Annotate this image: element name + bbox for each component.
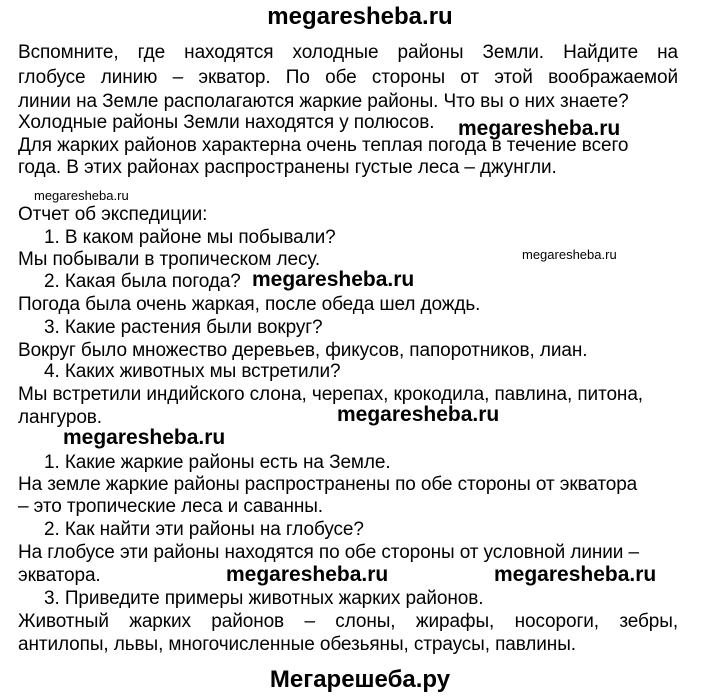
report-question-1: 1. В каком районе мы побывали? bbox=[44, 227, 336, 248]
intro-line-4: Холодные районы Земли находятся у полюсов. bbox=[18, 112, 435, 133]
report-question-2: 2. Какая была погода? bbox=[44, 271, 241, 292]
intro-line-1: Вспомните, где находятся холодные районы Земли. Найдите на bbox=[18, 42, 678, 63]
answer-3-line-1: Животный жарких районов – слоны, жирафы, носороги, зебры, bbox=[18, 611, 678, 632]
report-answer-2: Погода была очень жаркая, после обеда шел дождь. bbox=[18, 294, 481, 315]
site-header-link[interactable]: megaresheba.ru bbox=[267, 3, 453, 30]
report-title: Отчет об экспедиции: bbox=[18, 204, 208, 225]
watermark-small: megaresheba.ru bbox=[34, 188, 129, 203]
answer-2-line-2: экватора. bbox=[18, 565, 101, 586]
answer-2-line-1: На глобусе эти районы находятся по обе стороны от условной линии – bbox=[18, 542, 639, 563]
site-footer-link[interactable]: Мегарешеба.ру bbox=[269, 666, 451, 693]
answer-1-line-2: – это тропические леса и саванны. bbox=[18, 496, 323, 517]
report-question-3: 3. Какие растения были вокруг? bbox=[44, 317, 323, 338]
intro-line-2: глобусе линию – экватор. По обе стороны от этой воображаемой bbox=[18, 67, 678, 88]
question-3: 3. Приведите примеры животных жарких районов. bbox=[44, 588, 484, 609]
watermark: megaresheba.ru bbox=[226, 563, 389, 586]
report-answer-3: Вокруг было множество деревьев, фикусов, папоротников, лиан. bbox=[18, 340, 588, 361]
intro-line-6: года. В этих районах распространены густые леса – джунгли. bbox=[18, 157, 557, 178]
report-question-4: 4. Каких животных мы встретили? bbox=[44, 361, 341, 382]
watermark: megaresheba.ru bbox=[63, 426, 226, 449]
intro-line-5: Для жарких районов характерна очень теплая погода в течение всего bbox=[18, 135, 629, 156]
watermark: megaresheba.ru bbox=[252, 268, 415, 291]
intro-line-3: линии на Земле располагаются жаркие районы. Что вы о них знаете? bbox=[18, 91, 629, 112]
report-answer-1: Мы побывали в тропическом лесу. bbox=[18, 249, 321, 270]
watermark: megaresheba.ru bbox=[494, 563, 657, 586]
watermark: megaresheba.ru bbox=[337, 403, 500, 426]
question-2: 2. Как найти эти районы на глобусе? bbox=[44, 519, 364, 540]
report-answer-4-line-2: лангуров. bbox=[18, 407, 102, 428]
report-answer-4-line-1: Мы встретили индийского слона, черепах, крокодила, павлина, питона, bbox=[18, 384, 643, 405]
question-1: 1. Какие жаркие районы есть на Земле. bbox=[44, 452, 391, 473]
answer-3-line-2: антилопы, львы, многочисленные обезьяны, страусы, павлины. bbox=[18, 634, 576, 655]
watermark-small: megaresheba.ru bbox=[522, 247, 617, 262]
watermark: megaresheba.ru bbox=[458, 117, 621, 140]
answer-1-line-1: На земле жаркие районы распространены по обе стороны от экватора bbox=[18, 474, 638, 495]
